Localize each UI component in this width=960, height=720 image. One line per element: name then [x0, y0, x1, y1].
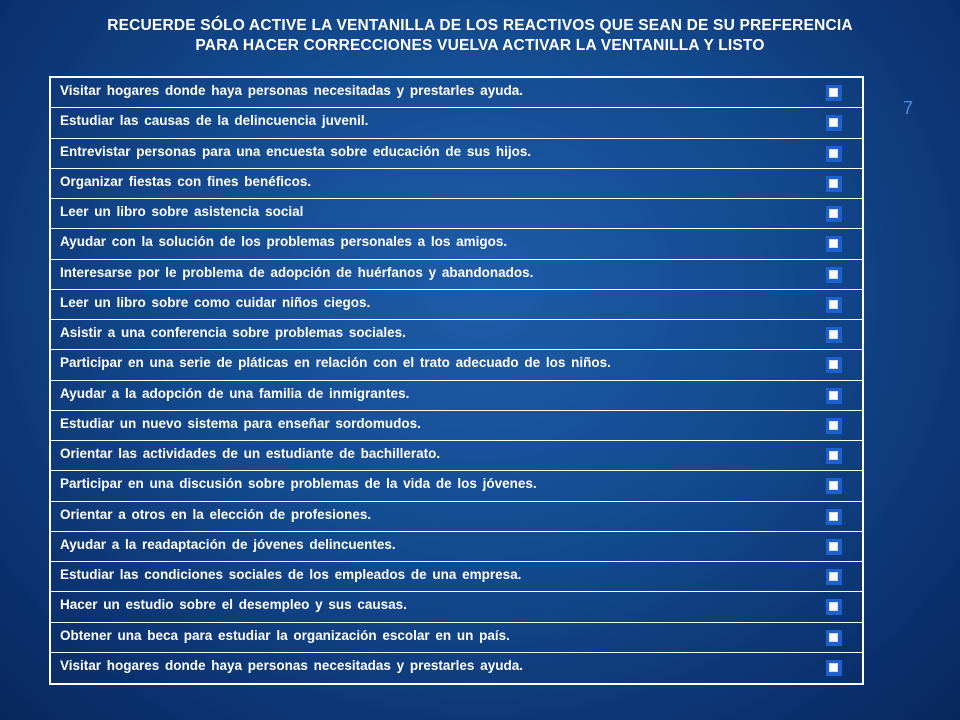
table-row — [51, 411, 862, 441]
table-row — [51, 139, 862, 169]
preferences-table — [49, 76, 864, 685]
table-row — [51, 108, 862, 138]
item-label: Ayudar a la adopción de una familia de inmigrantes. — [60, 385, 410, 401]
item-checkbox[interactable] — [826, 388, 842, 404]
item-label: Participar en una discusión sobre problemas de la vida de los jóvenes. — [60, 476, 537, 492]
item-label: Orientar a otros en la elección de profesiones. — [60, 506, 372, 522]
item-checkbox[interactable] — [826, 418, 842, 434]
item-checkbox[interactable] — [826, 176, 842, 192]
item-label: Estudiar un nuevo sistema para enseñar sordomudos. — [60, 415, 421, 431]
table-row — [51, 350, 862, 380]
table-row — [51, 260, 862, 290]
item-label: Ayudar con la solución de los problemas personales a los amigos. — [60, 234, 508, 250]
item-checkbox[interactable] — [826, 236, 842, 252]
instructions-line-2: PARA HACER CORRECCIONES VUELVA ACTIVAR LA VENTANILLA Y LISTO — [195, 37, 765, 54]
item-checkbox[interactable] — [826, 146, 842, 162]
item-checkbox[interactable] — [826, 448, 842, 464]
table-row — [51, 502, 862, 532]
item-checkbox[interactable] — [826, 327, 842, 343]
item-label: Estudiar las condiciones sociales de los empleados de una empresa. — [60, 567, 522, 582]
item-checkbox[interactable] — [826, 267, 842, 283]
item-label: Asistir a una conferencia sobre problemas sociales. — [60, 325, 406, 340]
item-label: Hacer un estudio sobre el desempleo y sus causas. — [60, 597, 407, 613]
item-checkbox[interactable] — [826, 297, 842, 313]
table-row — [51, 199, 862, 229]
item-checkbox[interactable] — [826, 478, 842, 494]
item-checkbox[interactable] — [826, 660, 842, 676]
item-label: Entrevistar personas para una encuesta sobre educación de sus hijos. — [60, 143, 532, 159]
table-row — [51, 290, 862, 320]
table-row — [51, 471, 862, 501]
table-row — [51, 78, 862, 108]
instructions-header — [0, 16, 960, 56]
item-checkbox[interactable] — [826, 630, 842, 646]
item-checkbox[interactable] — [826, 357, 842, 373]
slide-number: 7 — [903, 98, 914, 118]
table-row — [51, 169, 862, 199]
item-label: Organizar fiestas con fines benéficos. — [60, 173, 312, 189]
table-row — [51, 562, 862, 592]
item-checkbox[interactable] — [826, 539, 842, 555]
table-row — [51, 653, 862, 683]
item-checkbox[interactable] — [826, 599, 842, 615]
item-checkbox[interactable] — [826, 115, 842, 131]
item-label: Leer un libro sobre asistencia social — [60, 204, 304, 219]
item-label: Participar en una serie de pláticas en relación con el trato adecuado de los niños. — [60, 355, 611, 371]
item-label: Orientar las actividades de un estudiante de bachillerato. — [60, 446, 441, 461]
item-label: Visitar hogares donde haya personas necesitadas y prestarles ayuda. — [60, 83, 523, 98]
item-label: Obtener una beca para estudiar la organización escolar en un país. — [60, 627, 510, 643]
item-label: Visitar hogares donde haya personas necesitadas y prestarles ayuda. — [60, 657, 523, 673]
item-label: Leer un libro sobre como cuidar niños ciegos. — [60, 294, 371, 310]
item-label: Ayudar a la readaptación de jóvenes delincuentes. — [60, 536, 396, 552]
table-row — [51, 229, 862, 259]
item-checkbox[interactable] — [826, 206, 842, 222]
table-row — [51, 381, 862, 411]
table-row — [51, 592, 862, 622]
item-checkbox[interactable] — [826, 569, 842, 585]
item-label: Estudiar las causas de la delincuencia juvenil. — [60, 113, 369, 129]
instructions-line-1: RECUERDE SÓLO ACTIVE LA VENTANILLA DE LOS REACTIVOS QUE SEAN DE SU PREFERENCIA — [107, 17, 853, 34]
table-row — [51, 320, 862, 350]
item-checkbox[interactable] — [826, 85, 842, 101]
item-checkbox[interactable] — [826, 509, 842, 525]
table-row — [51, 441, 862, 471]
table-row — [51, 532, 862, 562]
item-label: Interesarse por le problema de adopción de huérfanos y abandonados. — [60, 264, 534, 280]
table-row — [51, 623, 862, 653]
